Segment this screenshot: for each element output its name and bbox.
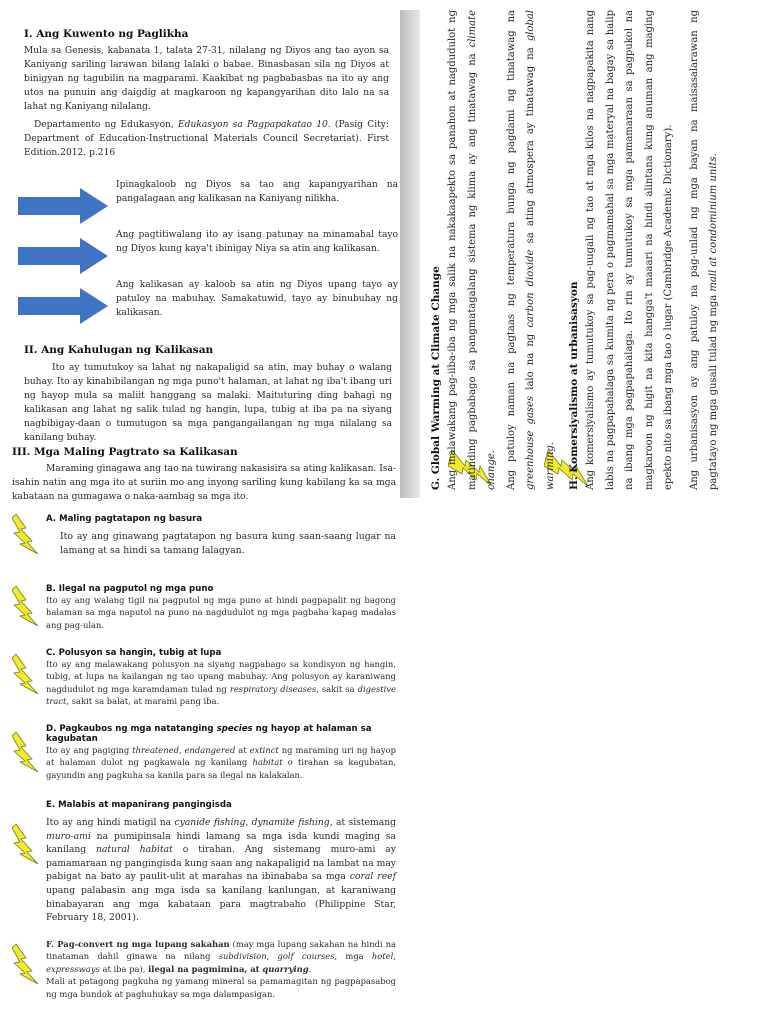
section-g-term: greenhouse gases	[525, 395, 536, 490]
item-e-text: upang palabasin ang mga isda sa kanilang kanlungan, at karaniwang binabayaran ang mga kabataan para magtrabaho (Philippine Star, February 18, 2001).	[46, 884, 396, 924]
citation-publisher: (Pasig City: Department of Education-Instructional Materials Council Secretariat). First Edition.2012. p.216	[24, 120, 389, 158]
citation	[24, 118, 389, 160]
item-f-text: .	[308, 963, 312, 974]
item-e-text: at sistemang	[332, 817, 396, 828]
item-b	[46, 584, 396, 631]
item-f-term: hotel, expressways	[46, 951, 396, 974]
section-h-term: mall at condominium units	[708, 156, 719, 292]
item-a-title: A. Maling pagtatapon ng basura	[46, 514, 203, 524]
section-g-heading: G. Global Warming at Climate Change	[430, 266, 442, 490]
section-g-paragraph-2	[502, 10, 561, 490]
lightning-icon	[12, 824, 38, 864]
item-f-text: (may mga lupang sakahan na hindi na tinataman dahil ginawa na nilang	[46, 939, 396, 962]
item-e-text: o tirahan. Ang sistemang muro-ami ay pamamaraan ng pangingisda kung saan ang nakapaligid na lambat na may pabigat na bato ay paulit-ulit at marahas na ibinababa sa mga	[46, 844, 396, 883]
item-d-text: at	[235, 745, 250, 755]
item-d-body	[46, 744, 396, 781]
item-e-text: Ito ay ang hindi matigil na	[46, 817, 175, 828]
section-g-text: .	[486, 450, 497, 454]
item-d-title	[46, 724, 396, 744]
item-f	[46, 938, 396, 1000]
section-h-paragraph-2	[685, 10, 724, 490]
item-a	[46, 514, 396, 558]
section-g-term: global warming	[525, 9, 556, 490]
right-arrow-icon	[18, 288, 108, 324]
arrow-row-2	[18, 228, 398, 284]
section-g-text: lalo na ng	[525, 327, 536, 396]
item-f-title-bold: ilegal na pagmimina, at	[148, 963, 263, 974]
item-d-title-text: D. Pagkaubos ng mga natatanging	[46, 724, 217, 734]
item-e-term: coral reef	[349, 871, 396, 883]
section-2-paragraph: Ito ay tumutukoy sa lahat ng nakapaligid sa atin, may buhay o walang buhay. Ito ay kinabibilangan ng mga puno't halaman, at lahat ng iba't ibang uri ng hayop mula sa maliit hanggang sa malaki. Maituturing ding bahagi ng kalikasan ang lahat ng salik tulad ng hangin, lupa, tubig at iba pa na siyang nagbibigay-daan o tumutugon sa mga pangangailangan ng mga nilalang sa kanilang buhay.	[24, 363, 392, 443]
item-d-text: Ito ay ang pagiging	[46, 745, 133, 755]
item-e-title: E. Malabis at mapanirang pangingisda	[46, 800, 232, 810]
item-c-text: Ito ay ang malawakang polusyon na siyang nagpabago sa kondisyon ng hangin, tubig, at lupa na kailangan ng tao upang mabuhay. Ang polusyon ay karaniwang nagdudulot ng mga karamdaman tulad ng	[46, 659, 396, 694]
item-d-term: extinct	[249, 745, 279, 755]
item-f-body: Mali at patagong pagkuha ng yamang mineral sa pamamagitan ng pagpapasabog ng mga bundok at paghuhukay sa mga dalampasigan.	[46, 976, 396, 999]
item-e-term: muro-ami	[46, 830, 91, 842]
item-d-term: threatened, endangered	[132, 745, 236, 755]
section-1-paragraph: Mula sa Genesis, kabanata 1, talata 27-31, nilalang ng Diyos ang tao ayon sa Kaniyang sariling larawan bilang lalaki o babae. Binasbasan sila ng Diyos at binigyan ng tagubilin na magparami. Kaakibat ng pagbabasbas na ito ay ang utos na punuin ang daigdig at magkaroon ng kapangyarihan dito lalo na sa lahat ng Kaniyang nilalang.	[24, 46, 389, 112]
item-d-text: ng maraming uri ng hayop at halaman dulot ng pagkawala ng kanilang	[46, 745, 396, 768]
section-2	[24, 344, 392, 445]
item-e-text: na pumipinsala hindi lamang sa mga isda kundi maging sa kanilang	[46, 830, 396, 856]
section-2-heading: II. Ang Kahulugan ng Kalikasan	[24, 344, 214, 356]
item-c-term: digestive tract	[46, 683, 396, 707]
item-f-term-bold: quarrying	[262, 963, 309, 974]
section-g-paragraph-1	[443, 10, 502, 490]
item-f-title	[46, 938, 396, 975]
item-f-text: mga	[337, 951, 372, 962]
item-e-term: cyanide fishing, dynamite fishing,	[174, 817, 333, 828]
arrow-row-1	[18, 178, 398, 234]
item-c	[46, 648, 396, 708]
item-d-text: o tirahan sa kagubatan, gayundin ang pagkuha sa kanila para sa ilegal na kalakalan.	[46, 757, 396, 780]
item-e-term: natural habitat	[96, 844, 173, 856]
item-d-title-text: ng hayop at halaman sa kagubatan	[46, 724, 372, 744]
item-f-term: subdivision, golf courses,	[218, 951, 338, 962]
section-h-text: .	[708, 153, 719, 157]
item-f-title-bold: F. Pag-convert ng mga lupang sakahan	[46, 939, 230, 949]
section-g-text: .	[544, 441, 556, 446]
item-b-title: B. Ilegal na pagputol ng mga puno	[46, 584, 214, 594]
citation-text: Departamento ng Edukasyon,	[34, 120, 179, 130]
item-d-title-term: species	[216, 724, 253, 734]
arrow-text-2: Ang pagtitiwalang ito ay isang patunay na minamahal tayo ng Diyos kung kaya't ibinigay Niya sa atin ang kalikasan.	[116, 230, 398, 254]
section-h-heading: H. Komersiyalismo at urbanisasyon	[568, 281, 580, 490]
item-c-text: , sakit sa balat, at marami pang iba.	[66, 696, 220, 707]
item-a-body: Ito ay ang ginawang pagtatapon ng basura kung saan-saang lugar na lamang at sa hindi sa tamang lalagyan.	[60, 531, 396, 556]
section-g-term: carbon dioxide	[525, 249, 536, 328]
section-h-text: Ang urbanisasyon ay ang patuloy na pag-unlad ng mga bayan na maisasalarawan ng pagtatayo ng mga gusali tulad ng mga	[688, 10, 719, 490]
section-g-text: sa ating atmospera ay tinatawag na	[525, 41, 536, 250]
section-3-paragraph: Maraming ginagawa ang tao na tuwirang nakasisira sa ating kalikasan. Isa-isahin natin ang mga ito at suriin mo ang inyong sariling kung kabilang ka sa mga kabataan na gumagawa o naka-aambag sa mga ito.	[12, 464, 396, 502]
section-g-text: Ang patuloy naman na pagtaas ng temperatura bunga ng pagdami ng tinatawag na	[505, 10, 517, 490]
arrow-row-3	[18, 278, 398, 334]
lightning-icon	[12, 586, 38, 626]
section-1	[24, 28, 389, 160]
item-c-term: respiratory diseases	[229, 683, 317, 694]
right-arrow-icon	[18, 238, 108, 274]
item-f-text: at iba pa),	[99, 963, 149, 974]
item-c-body	[46, 658, 396, 708]
section-h-paragraph-1: Ang komersiyalismo ay tumutukoy sa pag-uugali ng tao at mga kilos na nagpapakita nang labis na pagpapahalaga sa kumita ng pera o pagmamahal sa mga materyal na bagay sa halip na ibang mga pagpapahalaga. Ito rin ay tumutukoy sa mga pamamaraan sa pagpukol na magkaroon ng higit na kita hangga't maaari na hindi alintana kung anuman ang maging epekto nito sa ibang mga tao o lugar (Cambridge Academic Dictionary).	[585, 10, 674, 490]
right-arrow-icon	[18, 188, 108, 224]
section-3-heading: III. Mga Maling Pagtrato sa Kalikasan	[12, 446, 238, 458]
citation-title: Edukasyon sa Pagpapakatao 10.	[178, 120, 331, 130]
page-edge-shadow	[400, 10, 420, 498]
lightning-icon	[12, 944, 38, 984]
item-d	[46, 724, 396, 781]
item-b-body: Ito ay ang walang tigil na pagputol ng mga puno at hindi pagpapalit ng bagong halaman sa mga naputol na puno na nagdudulot ng mga pagbaha kapag madalas ang pag-ulan.	[46, 595, 396, 630]
lightning-icon	[12, 514, 38, 554]
arrow-text-1: Ipinagkaloob ng Diyos sa tao ang kapangyarihan na pangalagaan ang kalikasan na Kaniyang nilikha.	[116, 180, 398, 204]
item-c-title: C. Polusyon sa hangin, tubig at lupa	[46, 648, 222, 658]
rotated-content	[430, 10, 720, 490]
item-c-text: , sakit sa	[316, 683, 358, 694]
section-3	[12, 446, 396, 504]
item-e-body	[46, 816, 396, 925]
item-d-term: habitat	[252, 757, 283, 768]
section-1-heading: I. Ang Kuwento ng Paglikha	[24, 28, 189, 40]
lightning-icon	[12, 732, 38, 772]
lightning-icon	[12, 654, 38, 694]
arrow-text-3: Ang kalikasan ay kaloob sa atin ng Diyos upang tayo ay patuloy na mabuhay. Samakatuwid, tayo ay binubuhay ng kalikasan.	[116, 280, 398, 318]
item-e	[46, 800, 396, 925]
section-g-term: climate change	[466, 10, 497, 490]
section-g-text: Ang malawakang pag-iiba-iba ng mga salik na nakakaapekto sa panahon at nagdudulot ng matinding pagbabago sa pangmatagalang sistema ng klima ay ang tinatawag na	[447, 10, 478, 490]
